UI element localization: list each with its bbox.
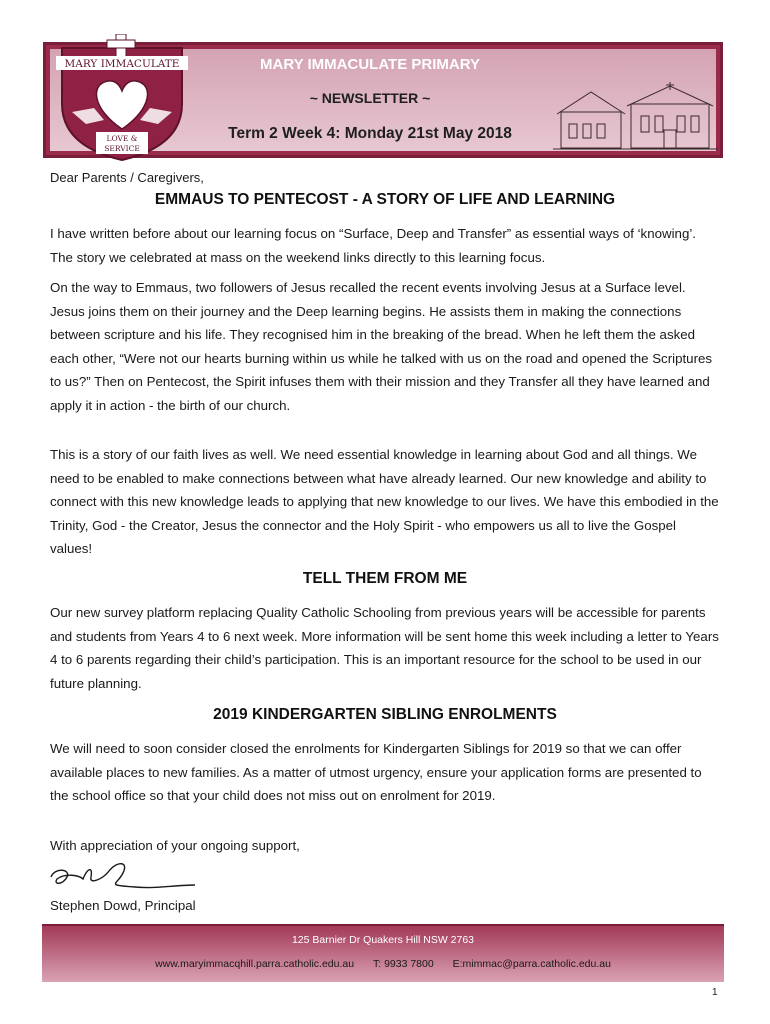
issue-date: Term 2 Week 4: Monday 21st May 2018 xyxy=(228,125,512,142)
paragraph: We will need to soon consider closed the enrolments for Kindergarten Siblings for 2019 so that we can offer available places to new families. As a matter of utmost urgency, ensure your application forms are presented to the school office so that your child does not miss out on enrolment for 2019. xyxy=(50,741,702,803)
school-address: 125 Barnier Dr Quakers Hill NSW 2763 xyxy=(291,934,475,946)
closing-line: With appreciation of your ongoing support, xyxy=(50,838,300,853)
school-crest-logo xyxy=(52,34,192,164)
section-title-emmaus: EMMAUS TO PENTECOST - A STORY OF LIFE AND LEARNING xyxy=(154,191,616,208)
principal-signature xyxy=(45,855,205,895)
footer xyxy=(42,924,724,982)
newsletter-label: ~ NEWSLETTER ~ xyxy=(309,90,431,106)
paragraph: On the way to Emmaus, two followers of Jesus recalled the recent events involving Jesus at a Surface level. Jesus joins them on their journey and the Deep learning begins. He assists them in making the connections between scripture and his life. They recognised him in the breaking of the bread. When he left them the asked each other, “Were not our hearts burning within us while he talked with us on the road and opened the Scriptures to us?” Then on Pentecost, the Spirit infuses them with their mission and they Transfer all they have learned and apply it in action - the birth of our church. xyxy=(50,280,713,413)
website-link[interactable]: www.maryimmacqhill.parra.catholic.edu.au xyxy=(155,958,355,970)
church-illustration xyxy=(553,82,718,154)
page-number: 1 xyxy=(712,987,718,998)
section-title-enrolments: 2019 KINDERGARTEN SIBLING ENROLMENTS xyxy=(213,706,557,723)
contact-line xyxy=(42,958,724,970)
signoff: Stephen Dowd, Principal xyxy=(50,898,196,913)
school-name: MARY IMMACULATE PRIMARY xyxy=(260,56,480,73)
svg-text:LOVE &: LOVE & xyxy=(106,134,138,143)
section-title-tell-them: TELL THEM FROM ME xyxy=(302,570,468,587)
paragraph: This is a story of our faith lives as well. We need essential knowledge in learning about God and all things. We need to be enabled to make connections between what have already learned. Our new knowledge and ability to connect with this new knowledge leads to applying that new knowledge to our lives. We have this embodied in the Trinity, God - the Creator, Jesus the connector and the Holy Spirit - who empowers us all to live the Gospel values! xyxy=(50,447,719,556)
email-link[interactable]: E:mimmac@parra.catholic.edu.au xyxy=(452,958,611,970)
salutation: Dear Parents / Caregivers, xyxy=(50,170,204,185)
paragraph: I have written before about our learning focus on “Surface, Deep and Transfer” as essential ways of ‘knowing’. The story we celebrated at mass on the weekend links directly to this learning focus. xyxy=(50,226,696,265)
paragraph: Our new survey platform replacing Quality Catholic Schooling from previous years will be accessible for parents and students from Years 4 to 6 next week. More information will be sent home this week including a letter to Years 4 to 6 parents regarding their child’s participation. This is an important resource for the school to be used in our future planning. xyxy=(50,605,719,691)
phone-number: T: 9933 7800 xyxy=(372,958,434,970)
svg-text:MARY IMMACULATE: MARY IMMACULATE xyxy=(64,58,180,70)
svg-text:SERVICE: SERVICE xyxy=(104,144,140,153)
